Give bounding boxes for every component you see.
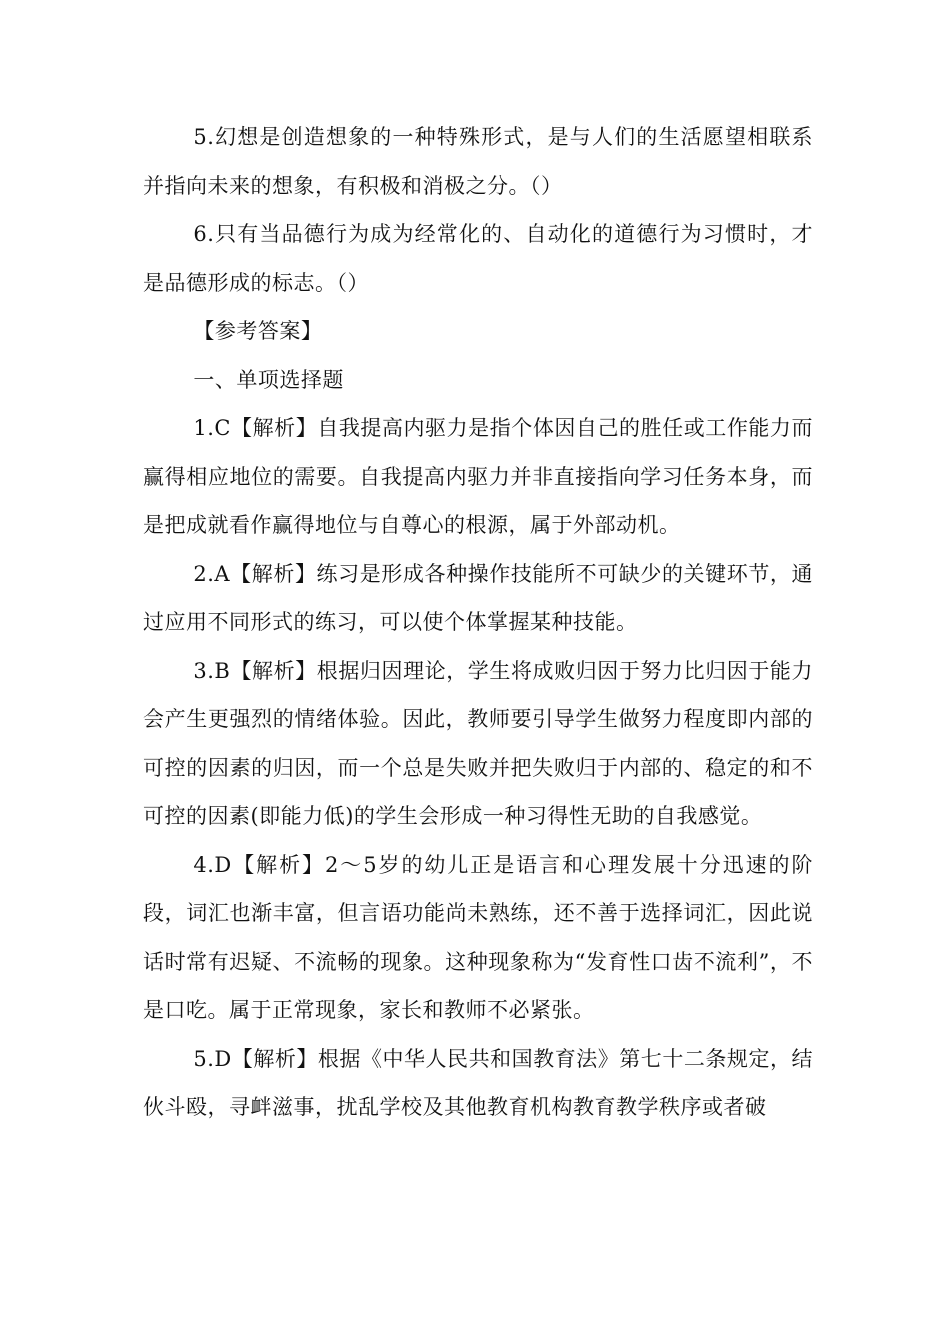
answer-key-heading: 【参考答案】 xyxy=(193,319,323,343)
answer-1-explanation: 1.C【解析】自我提高内驱力是指个体因自己的胜任或工作能力而赢得相应地位的需要。自我提高内驱力并非直接指向学习任务本身，而是把成就看作赢得地位与自尊心的根源，属于外部动机。 xyxy=(143,416,813,537)
answer-4-explanation: 4.D【解析】2～5岁的幼儿正是语言和心理发展十分迅速的阶段，词汇也渐丰富，但言语功能尚未熟练，还不善于选择词汇，因此说话时常有迟疑、不流畅的现象。这种现象称为“发育性口齿不流利”，不是口吃。属于正常现象，家长和教师不必紧张。 xyxy=(143,852,813,1022)
question-5-true-false: 5.幻想是创造想象的一种特殊形式，是与人们的生活愿望相联系并指向未来的想象，有积极和消极之分。（） xyxy=(143,125,813,198)
answer-3-explanation: 3.B【解析】根据归因理论，学生将成败归因于努力比归因于能力会产生更强烈的情绪体验。因此，教师要引导学生做努力程度即内部的可控的因素的归因，而一个总是失败并把失败归于内部的、稳定的和不可控的因素(即能力低)的学生会形成一种习得性无助的自我感觉。 xyxy=(143,658,813,828)
answer-2-explanation: 2.A【解析】练习是形成各种操作技能所不可缺少的关键环节，通过应用不同形式的练习，可以使个体掌握某种技能。 xyxy=(143,561,813,634)
document-body xyxy=(143,113,813,1132)
section-heading-single-choice: 一、单项选择题 xyxy=(193,367,344,392)
answer-5-explanation: 5.D【解析】根据《中华人民共和国教育法》第七十二条规定，结伙斗殴，寻衅滋事，扰乱学校及其他教育机构教育教学秩序或者破 xyxy=(143,1046,813,1119)
question-6-true-false: 6.只有当品德行为成为经常化的、自动化的道德行为习惯时，才是品德形成的标志。（） xyxy=(143,222,813,295)
